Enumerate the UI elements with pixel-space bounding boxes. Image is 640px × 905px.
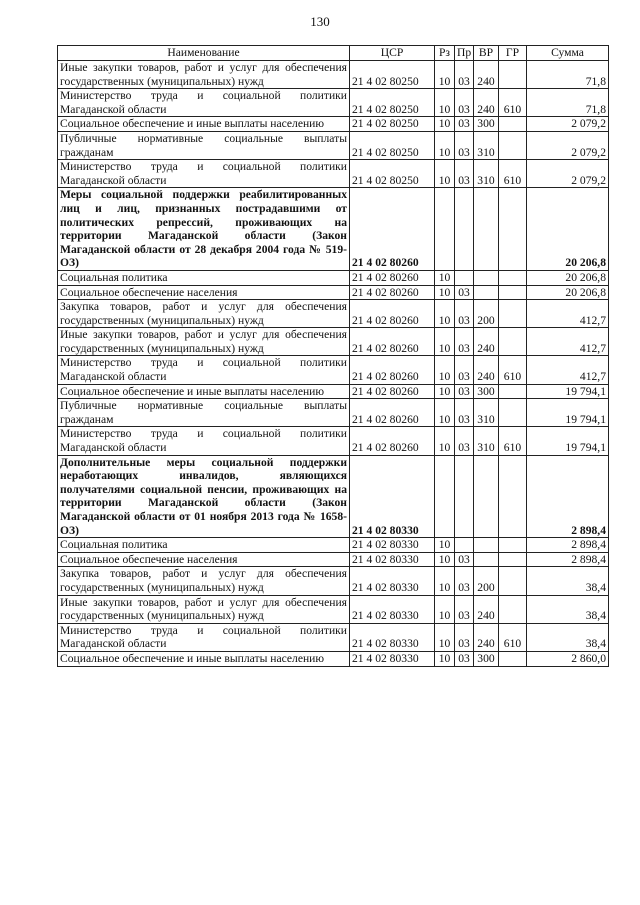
cell-name: Социальное обеспечение и иные выплаты населению [58,651,350,666]
cell-gr [499,595,527,623]
cell-sum: 412,7 [527,356,609,384]
cell-vr: 200 [474,300,499,328]
cell-vr: 300 [474,117,499,132]
cell-rz: 10 [435,538,455,553]
cell-pr: 03 [455,131,474,159]
cell-pr: 03 [455,399,474,427]
cell-sum: 19 794,1 [527,399,609,427]
cell-csr: 21 4 02 80330 [350,651,435,666]
header-name: Наименование [58,46,350,61]
table-row [58,160,609,188]
cell-name: Министерство труда и социальной политики Магаданской области [58,623,350,651]
table-row [58,356,609,384]
cell-sum: 20 206,8 [527,188,609,271]
cell-gr [499,567,527,595]
cell-pr [455,270,474,285]
table-row [58,399,609,427]
cell-vr [474,270,499,285]
cell-rz: 10 [435,300,455,328]
cell-name: Меры социальной поддержки реабилитированных лиц и лиц, признанных пострадавшими от политических репрессий, проживающих на территории Магаданской области (Закон Магаданской области от 28 декабря 2004 года № 519-ОЗ) [58,188,350,271]
table-row [58,131,609,159]
page-number: 130 [310,14,330,29]
header-pr: Пр [455,46,474,61]
cell-gr [499,188,527,271]
table-row [58,117,609,132]
cell-rz: 10 [435,270,455,285]
cell-csr: 21 4 02 80330 [350,567,435,595]
cell-csr: 21 4 02 80330 [350,538,435,553]
cell-name: Министерство труда и социальной политики Магаданской области [58,356,350,384]
cell-gr: 610 [499,356,527,384]
cell-gr: 610 [499,160,527,188]
cell-csr: 21 4 02 80250 [350,131,435,159]
cell-gr [499,270,527,285]
table-row [58,61,609,89]
table-row [58,285,609,300]
table-row [58,328,609,356]
cell-rz [435,455,455,538]
cell-vr: 240 [474,356,499,384]
cell-rz: 10 [435,160,455,188]
table-row [58,651,609,666]
cell-gr [499,328,527,356]
cell-name: Иные закупки товаров, работ и услуг для обеспечения государственных (муниципальных) нужд [58,61,350,89]
cell-rz: 10 [435,427,455,455]
cell-pr [455,188,474,271]
header-csr: ЦСР [350,46,435,61]
cell-gr [499,131,527,159]
cell-gr [499,384,527,399]
cell-rz: 10 [435,595,455,623]
cell-gr [499,285,527,300]
cell-pr: 03 [455,623,474,651]
cell-pr: 03 [455,595,474,623]
cell-pr: 03 [455,160,474,188]
cell-gr [499,300,527,328]
cell-pr: 03 [455,61,474,89]
cell-sum: 2 860,0 [527,651,609,666]
cell-pr [455,455,474,538]
cell-csr: 21 4 02 80260 [350,356,435,384]
cell-vr: 300 [474,651,499,666]
cell-vr: 310 [474,427,499,455]
table-row [58,427,609,455]
cell-vr: 240 [474,623,499,651]
cell-csr: 21 4 02 80330 [350,455,435,538]
cell-csr: 21 4 02 80260 [350,427,435,455]
cell-gr: 610 [499,623,527,651]
cell-name: Иные закупки товаров, работ и услуг для обеспечения государственных (муниципальных) нужд [58,595,350,623]
cell-rz: 10 [435,567,455,595]
header-rz: Рз [435,46,455,61]
cell-csr: 21 4 02 80250 [350,61,435,89]
cell-sum: 38,4 [527,623,609,651]
cell-rz: 10 [435,61,455,89]
cell-csr: 21 4 02 80250 [350,160,435,188]
header-sum: Сумма [527,46,609,61]
cell-pr [455,538,474,553]
table-row [58,270,609,285]
cell-sum: 2 079,2 [527,117,609,132]
cell-vr: 240 [474,61,499,89]
header-vr: ВР [474,46,499,61]
budget-table [57,45,609,667]
cell-name: Дополнительные меры социальной поддержки неработающих инвалидов, являющихся получателями социальной пенсии, проживающих на территории Магаданской области (Закон Магаданской области от 01 ноября 2013 года № 1658-ОЗ) [58,455,350,538]
cell-sum: 2 898,4 [527,552,609,567]
cell-pr: 03 [455,117,474,132]
cell-rz: 10 [435,399,455,427]
cell-sum: 412,7 [527,328,609,356]
cell-sum: 412,7 [527,300,609,328]
cell-rz: 10 [435,131,455,159]
cell-pr: 03 [455,384,474,399]
table-row [58,595,609,623]
cell-name: Закупка товаров, работ и услуг для обеспечения государственных (муниципальных) нужд [58,300,350,328]
cell-vr: 240 [474,89,499,117]
cell-pr: 03 [455,552,474,567]
cell-gr: 610 [499,427,527,455]
cell-vr: 310 [474,131,499,159]
cell-name: Министерство труда и социальной политики Магаданской области [58,427,350,455]
table-body [58,61,609,667]
cell-name: Социальное обеспечение населения [58,552,350,567]
cell-vr [474,285,499,300]
cell-sum: 20 206,8 [527,270,609,285]
cell-vr [474,455,499,538]
cell-rz: 10 [435,117,455,132]
cell-gr [499,399,527,427]
cell-gr: 610 [499,89,527,117]
cell-sum: 2 898,4 [527,455,609,538]
cell-csr: 21 4 02 80330 [350,552,435,567]
cell-csr: 21 4 02 80260 [350,285,435,300]
cell-name: Социальное обеспечение и иные выплаты населению [58,117,350,132]
cell-sum: 71,8 [527,89,609,117]
cell-pr: 03 [455,567,474,595]
cell-vr: 240 [474,595,499,623]
cell-name: Закупка товаров, работ и услуг для обеспечения государственных (муниципальных) нужд [58,567,350,595]
table-row [58,384,609,399]
cell-vr: 240 [474,328,499,356]
cell-vr [474,538,499,553]
cell-name: Публичные нормативные социальные выплаты гражданам [58,399,350,427]
cell-rz: 10 [435,552,455,567]
cell-pr: 03 [455,285,474,300]
cell-name: Публичные нормативные социальные выплаты гражданам [58,131,350,159]
table-row [58,188,609,271]
cell-sum: 38,4 [527,595,609,623]
cell-sum: 19 794,1 [527,427,609,455]
cell-pr: 03 [455,89,474,117]
cell-vr: 300 [474,384,499,399]
table-row [58,623,609,651]
cell-name: Социальная политика [58,270,350,285]
cell-rz [435,188,455,271]
table-row [58,455,609,538]
cell-sum: 38,4 [527,567,609,595]
cell-rz: 10 [435,356,455,384]
cell-gr [499,61,527,89]
cell-rz: 10 [435,384,455,399]
cell-pr: 03 [455,356,474,384]
table-row [58,552,609,567]
cell-gr [499,651,527,666]
cell-gr [499,538,527,553]
cell-csr: 21 4 02 80260 [350,399,435,427]
cell-sum: 71,8 [527,61,609,89]
cell-pr: 03 [455,300,474,328]
cell-vr: 310 [474,160,499,188]
table-row [58,567,609,595]
cell-vr [474,188,499,271]
cell-gr [499,117,527,132]
cell-rz: 10 [435,328,455,356]
cell-rz: 10 [435,285,455,300]
cell-csr: 21 4 02 80260 [350,328,435,356]
cell-rz: 10 [435,89,455,117]
cell-gr [499,455,527,538]
table-row [58,538,609,553]
cell-vr: 310 [474,399,499,427]
cell-sum: 2 079,2 [527,131,609,159]
cell-csr: 21 4 02 80260 [350,300,435,328]
cell-pr: 03 [455,328,474,356]
cell-rz: 10 [435,623,455,651]
cell-vr: 200 [474,567,499,595]
cell-name: Социальное обеспечение населения [58,285,350,300]
header-gr: ГР [499,46,527,61]
table-header-row [58,46,609,61]
cell-csr: 21 4 02 80330 [350,595,435,623]
cell-sum: 20 206,8 [527,285,609,300]
cell-csr: 21 4 02 80330 [350,623,435,651]
cell-csr: 21 4 02 80250 [350,89,435,117]
cell-name: Министерство труда и социальной политики Магаданской области [58,160,350,188]
cell-sum: 2 079,2 [527,160,609,188]
table-row [58,300,609,328]
cell-vr [474,552,499,567]
cell-pr: 03 [455,651,474,666]
cell-name: Социальное обеспечение и иные выплаты населению [58,384,350,399]
cell-csr: 21 4 02 80260 [350,270,435,285]
cell-sum: 19 794,1 [527,384,609,399]
cell-rz: 10 [435,651,455,666]
cell-csr: 21 4 02 80260 [350,384,435,399]
cell-gr [499,552,527,567]
cell-name: Министерство труда и социальной политики Магаданской области [58,89,350,117]
cell-pr: 03 [455,427,474,455]
cell-csr: 21 4 02 80260 [350,188,435,271]
table-row [58,89,609,117]
cell-sum: 2 898,4 [527,538,609,553]
cell-name: Иные закупки товаров, работ и услуг для обеспечения государственных (муниципальных) нужд [58,328,350,356]
cell-csr: 21 4 02 80250 [350,117,435,132]
cell-name: Социальная политика [58,538,350,553]
